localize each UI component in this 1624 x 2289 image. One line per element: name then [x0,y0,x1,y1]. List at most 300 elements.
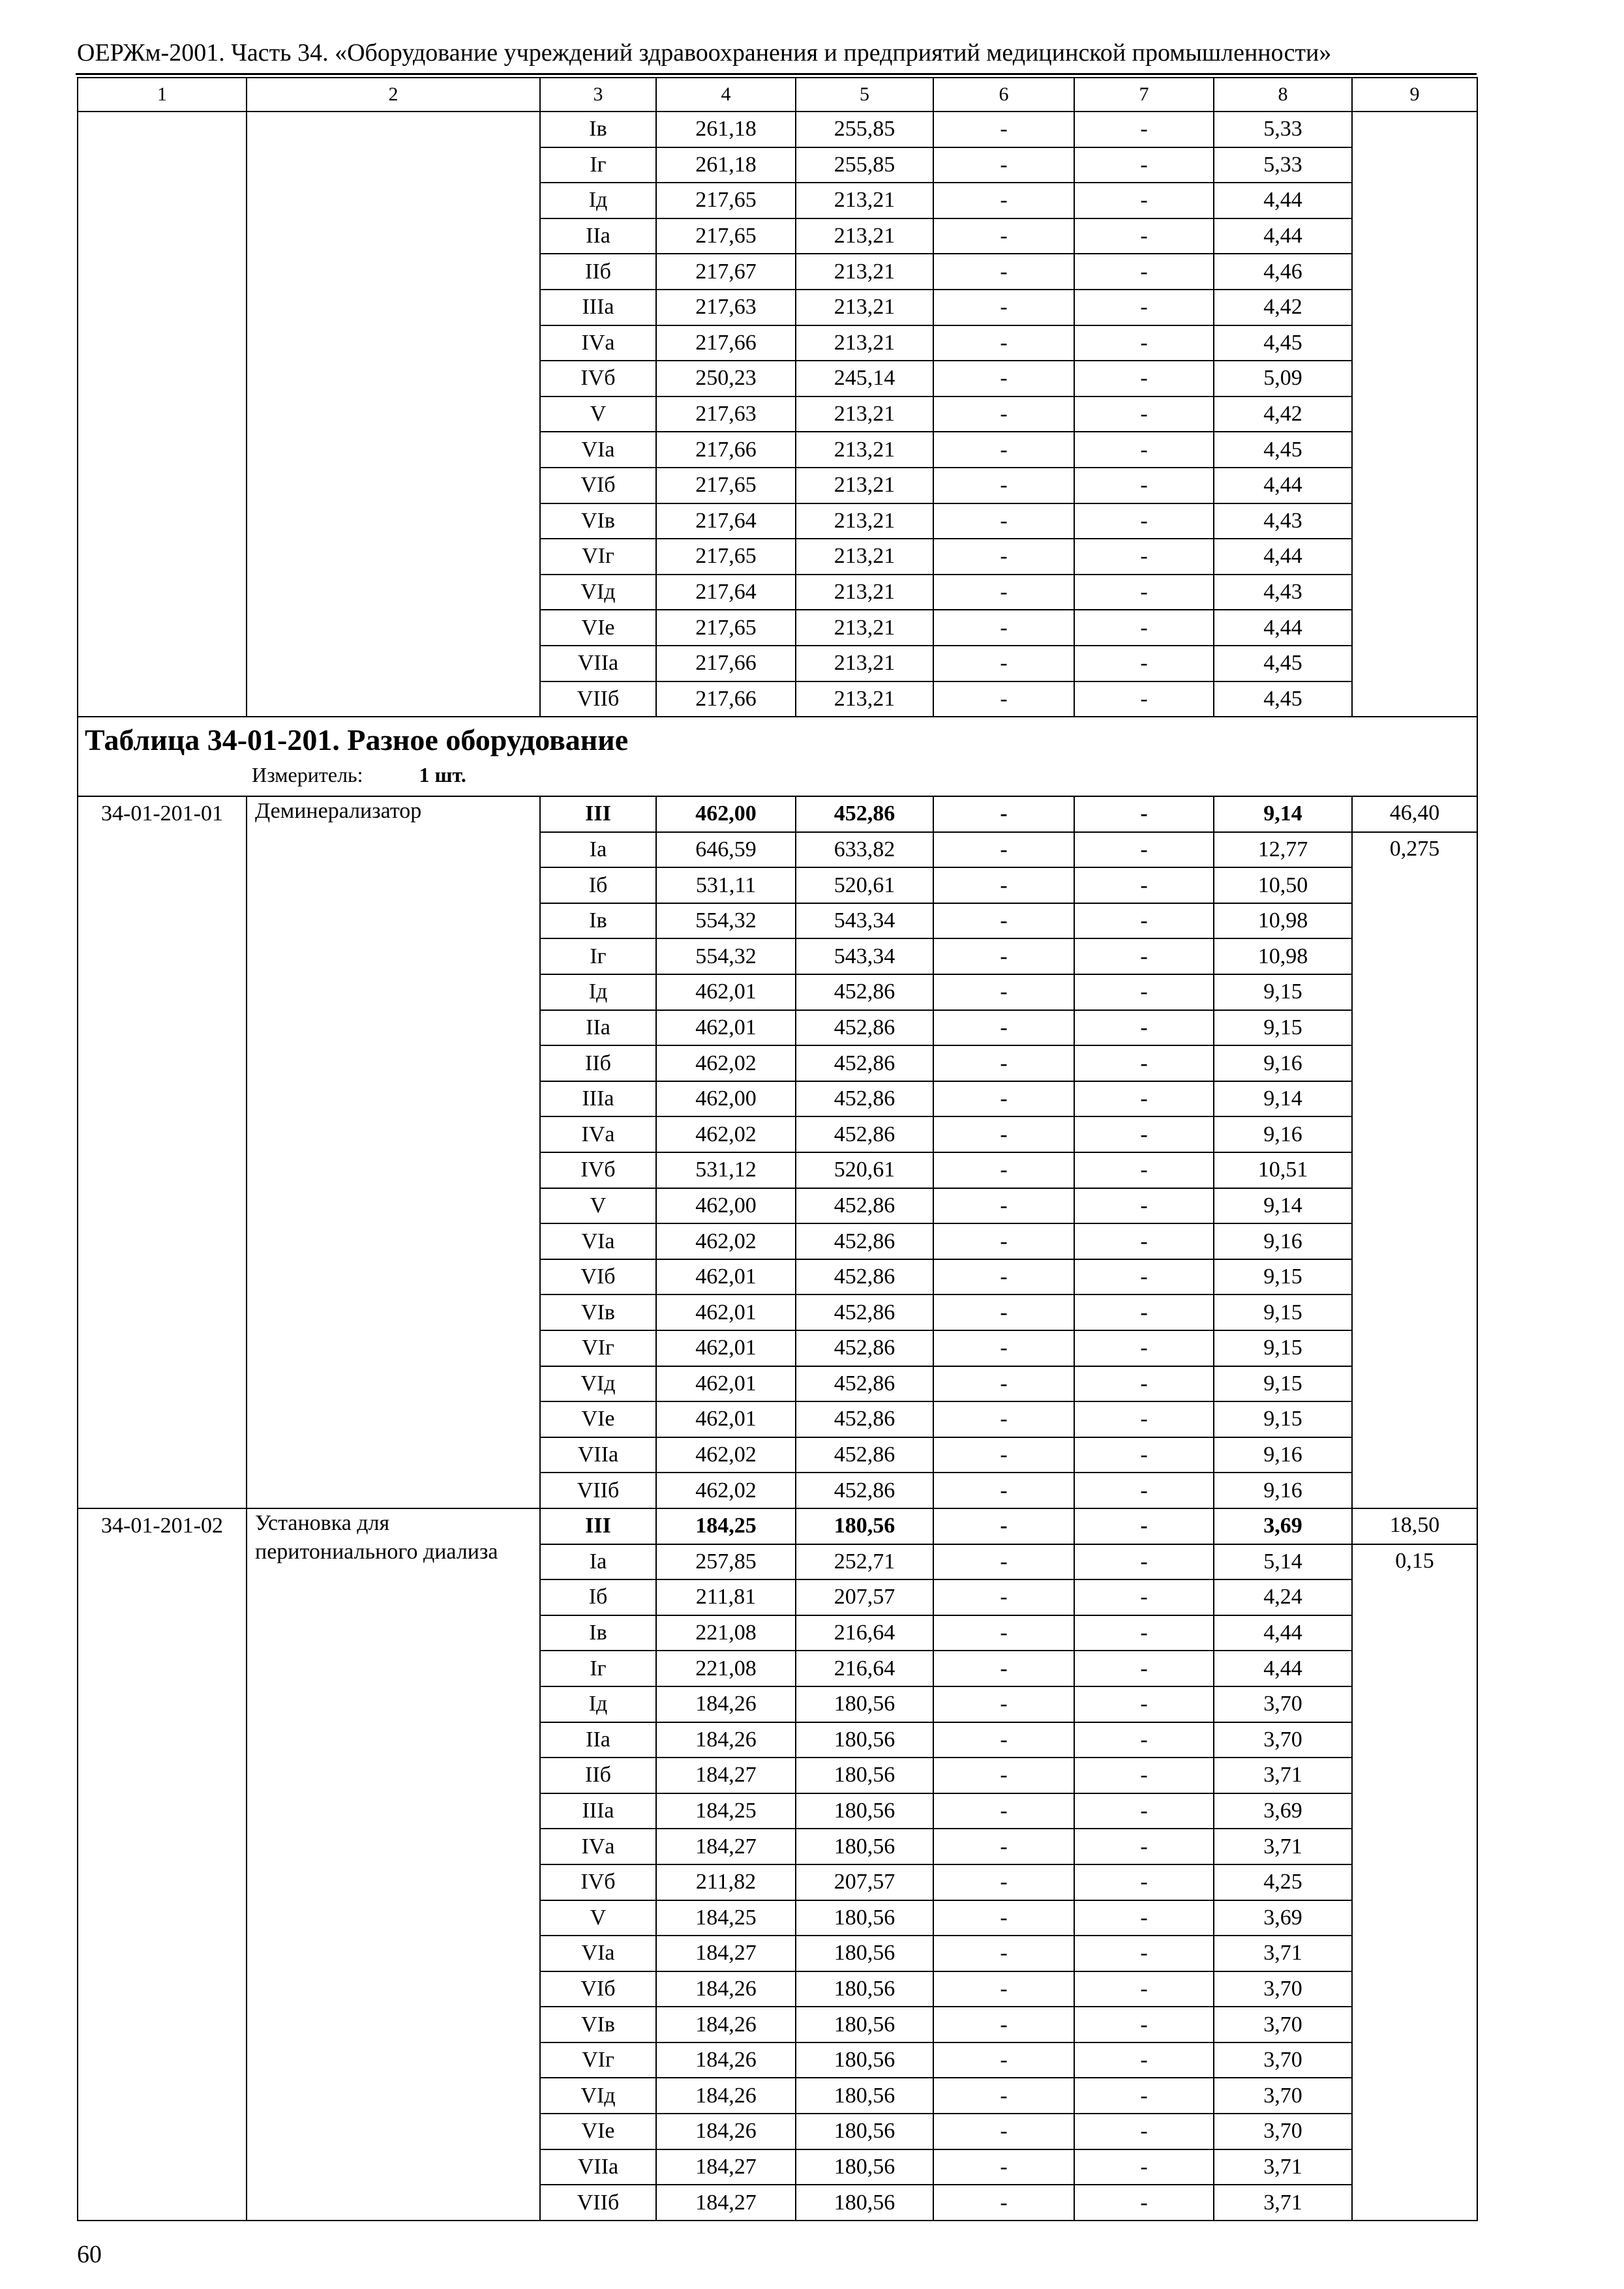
value-cell: - [933,1010,1074,1046]
value-cell: - [1074,1223,1214,1259]
value-cell: VIа [540,1223,656,1259]
value-cell: - [933,1579,1074,1615]
value-cell: 184,26 [656,1971,796,2007]
value-cell: IVа [540,1829,656,1864]
value-cell: - [933,1615,1074,1651]
value-cell: 217,65 [656,610,796,646]
value-cell: 3,70 [1214,2078,1352,2114]
value-cell: 180,56 [796,2114,933,2149]
value-cell: Iб [540,1579,656,1615]
value-cell: 12,77 [1214,832,1352,868]
value-cell: - [1074,1508,1214,1544]
value-cell: 9,15 [1214,1259,1352,1295]
value-cell: 452,86 [796,1223,933,1259]
value-cell: - [1074,432,1214,468]
value-cell: 9,16 [1214,1437,1352,1473]
value-cell: 554,32 [656,938,796,974]
value-cell: - [933,1294,1074,1330]
value-cell: 452,86 [796,1188,933,1224]
value-cell: 217,67 [656,254,796,290]
value-cell: 3,69 [1214,1508,1352,1544]
value-cell: - [1074,1615,1214,1651]
value-cell: - [933,1152,1074,1188]
value-cell: - [933,1686,1074,1722]
value-cell: Iв [540,1615,656,1651]
value-cell: 261,18 [656,112,796,147]
column-number: 8 [1214,78,1352,112]
value-cell: 10,50 [1214,867,1352,903]
value-cell: IIб [540,1045,656,1081]
value-cell: III [540,1508,656,1544]
value-cell: IIб [540,1758,656,1793]
item-code: 34-01-201-01 [78,796,247,1508]
value-cell: - [933,183,1074,218]
value-cell: 462,01 [656,974,796,1010]
value-cell: - [933,1473,1074,1508]
value-cell: 217,63 [656,396,796,432]
value-cell: Iд [540,974,656,1010]
value-cell: IVа [540,1116,656,1152]
value-cell: 4,44 [1214,468,1352,503]
value-cell: - [933,254,1074,290]
value-cell: - [1074,2007,1214,2042]
value-cell: - [1074,575,1214,610]
value-cell: 9,16 [1214,1223,1352,1259]
value-cell: 3,70 [1214,1686,1352,1722]
value-cell: 213,21 [796,646,933,681]
value-cell: VIб [540,1259,656,1295]
value-cell: 452,86 [796,1294,933,1330]
value-cell: 452,86 [796,1010,933,1046]
item-price-main: 46,40 [1352,796,1477,832]
value-cell: 646,59 [656,832,796,868]
value-cell: 9,14 [1214,1081,1352,1117]
value-cell: 207,57 [796,1579,933,1615]
value-cell: - [1074,254,1214,290]
value-cell: 4,45 [1214,681,1352,717]
value-cell: 211,81 [656,1579,796,1615]
value-cell: - [1074,681,1214,717]
value-cell: 180,56 [796,1722,933,1758]
code-cell [78,112,247,717]
value-cell: 462,00 [656,796,796,832]
value-cell: 3,70 [1214,2007,1352,2042]
value-cell: - [1074,468,1214,503]
column-number: 6 [933,78,1074,112]
value-cell: 4,44 [1214,539,1352,575]
value-cell: 9,15 [1214,1401,1352,1437]
value-cell: - [933,1651,1074,1686]
value-cell: - [933,1829,1074,1864]
value-cell: - [933,646,1074,681]
value-cell: - [1074,2042,1214,2078]
value-cell: - [1074,503,1214,539]
item-price-main: 18,50 [1352,1508,1477,1544]
value-cell: Iа [540,1544,656,1580]
value-cell: 452,86 [796,1045,933,1081]
value-cell: 250,23 [656,361,796,396]
value-cell: 462,00 [656,1081,796,1117]
value-cell: 4,45 [1214,325,1352,361]
measure-unit: 1 шт. [419,763,466,787]
value-cell: - [1074,1936,1214,1971]
value-cell: 462,00 [656,1188,796,1224]
value-cell: - [933,2185,1074,2221]
value-cell: 5,33 [1214,147,1352,183]
value-cell: 213,21 [796,468,933,503]
value-cell: 255,85 [796,112,933,147]
item-name: Деминерализатор [247,796,540,1508]
value-cell: - [933,1366,1074,1402]
value-cell: - [1074,183,1214,218]
column-number: 5 [796,78,933,112]
value-cell: 3,69 [1214,1900,1352,1936]
value-cell: 452,86 [796,1401,933,1437]
value-cell: - [933,396,1074,432]
value-cell: 217,65 [656,183,796,218]
value-cell: IIа [540,1010,656,1046]
value-cell: 462,01 [656,1010,796,1046]
value-cell: 221,08 [656,1615,796,1651]
value-cell: 5,14 [1214,1544,1352,1580]
value-cell: 213,21 [796,254,933,290]
value-cell: - [933,290,1074,325]
value-cell: 261,18 [656,147,796,183]
value-cell: 184,27 [656,1829,796,1864]
value-cell: 180,56 [796,1936,933,1971]
value-cell: Iг [540,1651,656,1686]
value-cell: 9,16 [1214,1045,1352,1081]
value-cell: 217,65 [656,468,796,503]
value-cell: 184,26 [656,2078,796,2114]
value-cell: - [933,147,1074,183]
value-cell: 462,02 [656,1223,796,1259]
value-cell: - [1074,1651,1214,1686]
price-table [77,77,1478,2221]
value-cell: 452,86 [796,1259,933,1295]
value-cell: 184,25 [656,1793,796,1829]
value-cell: - [1074,1829,1214,1864]
value-cell: 452,86 [796,796,933,832]
value-cell: 180,56 [796,2042,933,2078]
value-cell: Iб [540,867,656,903]
column-number: 4 [656,78,796,112]
value-cell: 180,56 [796,1508,933,1544]
value-cell: - [1074,938,1214,974]
value-cell: 184,26 [656,2007,796,2042]
value-cell: 3,70 [1214,1971,1352,2007]
value-cell: Iг [540,147,656,183]
value-cell: 10,98 [1214,903,1352,939]
value-cell: - [1074,1758,1214,1793]
value-cell: 9,14 [1214,796,1352,832]
value-cell: - [1074,1010,1214,1046]
value-cell: 180,56 [796,1971,933,2007]
name-cell [247,112,540,717]
value-cell: 217,64 [656,575,796,610]
value-cell: VIг [540,1330,656,1366]
value-cell: - [933,1864,1074,1900]
value-cell: III [540,796,656,832]
value-cell: 4,44 [1214,218,1352,254]
value-cell: 543,34 [796,903,933,939]
value-cell: 4,45 [1214,646,1352,681]
column-number: 9 [1352,78,1477,112]
value-cell: - [1074,539,1214,575]
value-cell: 633,82 [796,832,933,868]
value-cell: 3,70 [1214,2114,1352,2149]
value-cell: - [1074,867,1214,903]
table-row [78,112,1477,147]
value-cell: - [1074,832,1214,868]
value-cell: - [1074,1473,1214,1508]
value-cell: 462,02 [656,1473,796,1508]
value-cell: 213,21 [796,503,933,539]
value-cell: Iд [540,1686,656,1722]
value-cell: 5,33 [1214,112,1352,147]
value-cell: - [933,1971,1074,2007]
page-header-title: ОЕРЖм-2001. Часть 34. «Оборудование учреждений здравоохранения и предприятий медицинской промышленности» [77,39,1332,67]
value-cell: - [1074,147,1214,183]
value-cell: 4,43 [1214,575,1352,610]
value-cell: - [933,1722,1074,1758]
value-cell: VIIб [540,2185,656,2221]
value-cell: - [1074,1152,1214,1188]
value-cell: 9,15 [1214,1010,1352,1046]
value-cell: 4,43 [1214,503,1352,539]
value-cell: - [933,1508,1074,1544]
section-row [78,717,1477,796]
value-cell: VIIб [540,681,656,717]
value-cell: 217,65 [656,539,796,575]
value-cell: - [1074,2185,1214,2221]
value-cell: - [933,432,1074,468]
value-cell: - [1074,325,1214,361]
value-cell: VIе [540,610,656,646]
value-cell: - [933,2149,1074,2185]
value-cell: 4,42 [1214,290,1352,325]
value-cell: 3,70 [1214,1722,1352,1758]
value-cell: 213,21 [796,325,933,361]
value-cell: 217,66 [656,646,796,681]
value-cell: - [1074,1793,1214,1829]
value-cell: V [540,396,656,432]
value-cell: - [933,2078,1074,2114]
value-cell: IIIа [540,290,656,325]
value-cell: IIб [540,254,656,290]
value-cell: 221,08 [656,1651,796,1686]
value-cell: VIе [540,2114,656,2149]
value-cell: - [1074,2149,1214,2185]
price-cell [1352,112,1477,717]
value-cell: VIв [540,503,656,539]
value-cell: 543,34 [796,938,933,974]
value-cell: 180,56 [796,1686,933,1722]
value-cell: - [933,1259,1074,1295]
value-cell: 4,45 [1214,432,1352,468]
column-number: 7 [1074,78,1214,112]
value-cell: 3,71 [1214,1936,1352,1971]
value-cell: 213,21 [796,610,933,646]
value-cell: VIIа [540,646,656,681]
column-number: 2 [247,78,540,112]
value-cell: - [1074,290,1214,325]
value-cell: 5,09 [1214,361,1352,396]
value-cell: 531,12 [656,1152,796,1188]
value-cell: - [1074,1864,1214,1900]
item-code: 34-01-201-02 [78,1508,247,2221]
value-cell: - [1074,1116,1214,1152]
value-cell: 184,27 [656,2185,796,2221]
value-cell: - [1074,1330,1214,1366]
value-cell: - [1074,1401,1214,1437]
value-cell: - [1074,112,1214,147]
value-cell: - [933,903,1074,939]
value-cell: 3,70 [1214,2042,1352,2078]
value-cell: 213,21 [796,218,933,254]
value-cell: 462,01 [656,1366,796,1402]
value-cell: IIа [540,218,656,254]
value-cell: - [933,796,1074,832]
value-cell: - [933,1188,1074,1224]
value-cell: 211,82 [656,1864,796,1900]
value-cell: - [1074,1544,1214,1580]
value-cell: Iв [540,112,656,147]
value-cell: - [933,361,1074,396]
value-cell: 462,02 [656,1116,796,1152]
value-cell: 452,86 [796,1437,933,1473]
value-cell: IIIа [540,1793,656,1829]
value-cell: 9,15 [1214,1294,1352,1330]
value-cell: 3,71 [1214,2185,1352,2221]
value-cell: 217,66 [656,432,796,468]
value-cell: 10,51 [1214,1152,1352,1188]
table-row [78,796,1477,832]
value-cell: 10,98 [1214,938,1352,974]
value-cell: - [1074,1437,1214,1473]
value-cell: - [1074,1686,1214,1722]
price-table-body [78,78,1477,2221]
value-cell: Iв [540,903,656,939]
value-cell: VIд [540,575,656,610]
value-cell: - [933,974,1074,1010]
value-cell: IIа [540,1722,656,1758]
value-cell: 184,26 [656,2114,796,2149]
value-cell: - [1074,1366,1214,1402]
value-cell: 213,21 [796,396,933,432]
value-cell: 213,21 [796,183,933,218]
value-cell: VIа [540,1936,656,1971]
value-cell: 213,21 [796,432,933,468]
value-cell: - [933,1330,1074,1366]
value-cell: - [1074,1045,1214,1081]
value-cell: IVб [540,1152,656,1188]
value-cell: - [933,1116,1074,1152]
value-cell: - [1074,396,1214,432]
value-cell: 9,15 [1214,974,1352,1010]
value-cell: 180,56 [796,2149,933,2185]
value-cell: VIе [540,1401,656,1437]
value-cell: VIIа [540,2149,656,2185]
value-cell: 520,61 [796,867,933,903]
value-cell: 252,71 [796,1544,933,1580]
value-cell: - [933,832,1074,868]
item-price-sub: 0,15 [1352,1544,1477,2221]
value-cell: 184,27 [656,1936,796,1971]
value-cell: 4,25 [1214,1864,1352,1900]
value-cell: VIв [540,1294,656,1330]
value-cell: 452,86 [796,974,933,1010]
value-cell: - [933,112,1074,147]
value-cell: 255,85 [796,147,933,183]
value-cell: - [1074,646,1214,681]
value-cell: - [1074,610,1214,646]
value-cell: 4,44 [1214,1651,1352,1686]
value-cell: 9,15 [1214,1330,1352,1366]
value-cell: VIб [540,1971,656,2007]
value-cell: - [1074,796,1214,832]
value-cell: - [1074,1294,1214,1330]
value-cell: 180,56 [796,2185,933,2221]
value-cell: 217,63 [656,290,796,325]
value-cell: - [933,681,1074,717]
value-cell: 184,26 [656,1722,796,1758]
value-cell: - [933,325,1074,361]
value-cell: 3,71 [1214,1829,1352,1864]
value-cell: 184,25 [656,1508,796,1544]
value-cell: - [933,1045,1074,1081]
value-cell: IVб [540,361,656,396]
value-cell: 217,65 [656,218,796,254]
value-cell: - [933,610,1074,646]
value-cell: - [1074,903,1214,939]
value-cell: VIв [540,2007,656,2042]
value-cell: 4,42 [1214,396,1352,432]
value-cell: 217,64 [656,503,796,539]
value-cell: 207,57 [796,1864,933,1900]
value-cell: - [1074,2078,1214,2114]
value-cell: - [933,938,1074,974]
item-name: Установка для перитониального диализа [247,1508,540,2221]
value-cell: - [933,1900,1074,1936]
value-cell: 180,56 [796,2007,933,2042]
value-cell: 180,56 [796,2078,933,2114]
value-cell: VIг [540,2042,656,2078]
value-cell: 4,44 [1214,183,1352,218]
value-cell: 9,15 [1214,1366,1352,1402]
value-cell: VIг [540,539,656,575]
value-cell: - [933,539,1074,575]
value-cell: V [540,1900,656,1936]
item-price-sub: 0,275 [1352,832,1477,1508]
value-cell: 462,01 [656,1330,796,1366]
value-cell: 213,21 [796,539,933,575]
value-cell: 462,01 [656,1401,796,1437]
value-cell: VIIа [540,1437,656,1473]
value-cell: 452,86 [796,1473,933,1508]
value-cell: IVа [540,325,656,361]
value-cell: Iд [540,183,656,218]
value-cell: - [1074,1081,1214,1117]
value-cell: - [933,2042,1074,2078]
value-cell: 9,14 [1214,1188,1352,1224]
value-cell: 180,56 [796,1829,933,1864]
value-cell: 213,21 [796,290,933,325]
column-number-row [78,78,1477,112]
value-cell: - [933,1758,1074,1793]
value-cell: 9,16 [1214,1116,1352,1152]
value-cell: 452,86 [796,1116,933,1152]
